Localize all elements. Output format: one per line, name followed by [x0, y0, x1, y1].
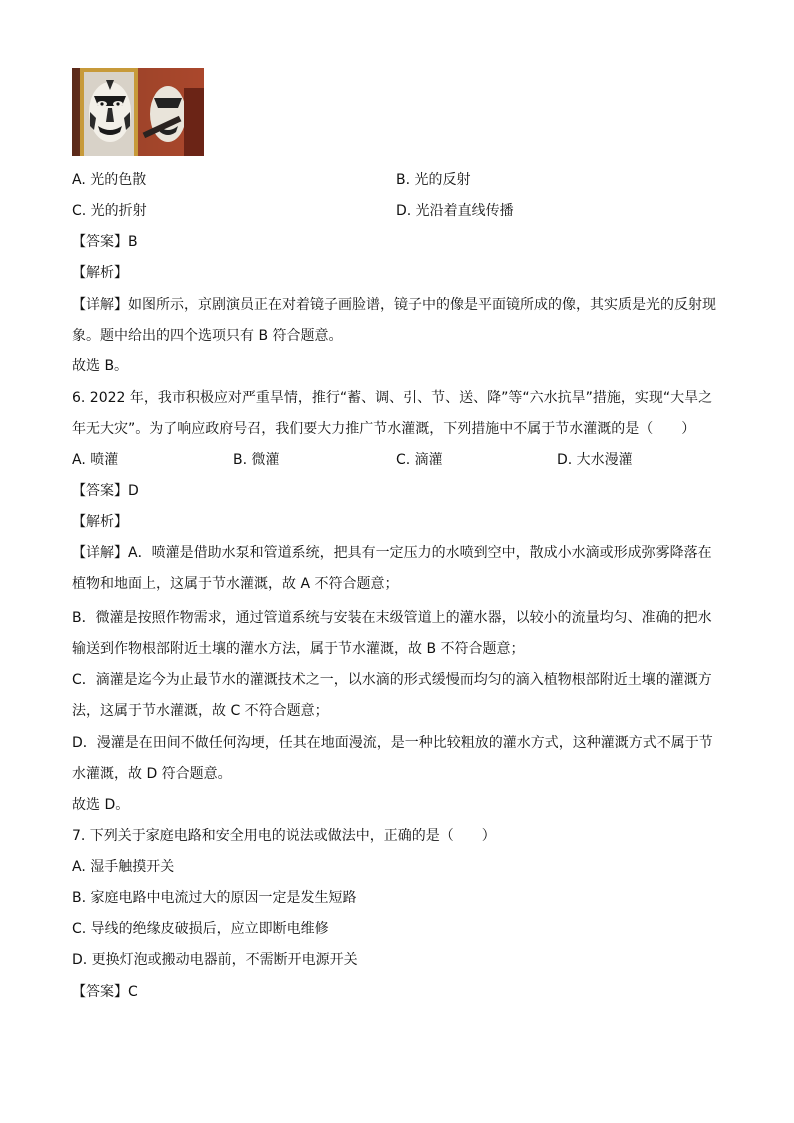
peking-opera-mirror-photo: [72, 68, 204, 156]
q7-stem: 7. 下列关于家庭电路和安全用电的说法或做法中，正确的是（ ）: [72, 828, 496, 844]
q5-detail: 【详解】如图所示，京剧演员正在对着镜子画脸谱，镜子中的像是平面镜所成的像，其实质是光的反射现象。题中给出的四个选项只有 B 符合题意。: [72, 297, 716, 344]
q6-answer: 【答案】D: [72, 483, 139, 499]
q6-detail-c: C．滴灌是迄今为止最节水的灌溉技术之一，以水滴的形式缓慢而均匀的滴入植物根部附近土壤的灌溉方法，这属于节水灌溉，故 C 不符合题意；: [72, 672, 712, 719]
q6-detail-b: B．微灌是按照作物需求，通过管道系统与安装在末级管道上的灌水器，以较小的流量均匀、准确的把水输送到作物根部附近土壤的灌水方法，属于节水灌溉，故 B 不符合题意；: [72, 610, 712, 657]
q6-stem: 6. 2022 年，我市积极应对严重旱情，推行“蓄、调、引、节、送、降”等“六水抗旱”措施，实现“大旱之年无大灾”。为了响应政府号召，我们要大力推广节水灌溉，下列措施中不属于节水灌溉的是（ ）: [72, 390, 713, 437]
q7-option-b: B. 家庭电路中电流过大的原因一定是发生短路: [72, 890, 357, 906]
q7-option-c: C. 导线的绝缘皮破损后，应立即断电维修: [72, 921, 329, 937]
q5-answer: 【答案】B: [72, 234, 138, 250]
q5-analysis-label: 【解析】: [72, 265, 128, 281]
q6-conclusion: 故选 D。: [72, 797, 130, 813]
q6-option-d: D. 大水漫灌: [557, 452, 633, 468]
q6-option-c: C. 滴灌: [396, 452, 443, 468]
q5-option-a: A. 光的色散: [72, 172, 147, 188]
q6-option-a: A. 喷灌: [72, 452, 119, 468]
q5-option-b: B. 光的反射: [396, 172, 471, 188]
q5-conclusion: 故选 B。: [72, 358, 129, 374]
opera-face-illustration: [72, 68, 204, 156]
q5-option-d: D. 光沿着直线传播: [396, 203, 514, 219]
q6-option-b: B. 微灌: [233, 452, 280, 468]
q6-detail-a: 【详解】A．喷灌是借助水泵和管道系统，把具有一定压力的水喷到空中，散成小水滴或形成弥雾降落在植物和地面上，这属于节水灌溉，故 A 不符合题意；: [72, 545, 712, 592]
q7-option-a: A. 湿手触摸开关: [72, 859, 175, 875]
q6-detail-d: D．漫灌是在田间不做任何沟埂，任其在地面漫流，是一种比较粗放的灌水方式，这种灌溉方式不属于节水灌溉，故 D 符合题意。: [72, 735, 713, 782]
q6-analysis-label: 【解析】: [72, 514, 128, 530]
q7-answer: 【答案】C: [72, 984, 138, 1000]
q5-option-c: C. 光的折射: [72, 203, 147, 219]
q7-option-d: D. 更换灯泡或搬动电器前，不需断开电源开关: [72, 952, 358, 968]
